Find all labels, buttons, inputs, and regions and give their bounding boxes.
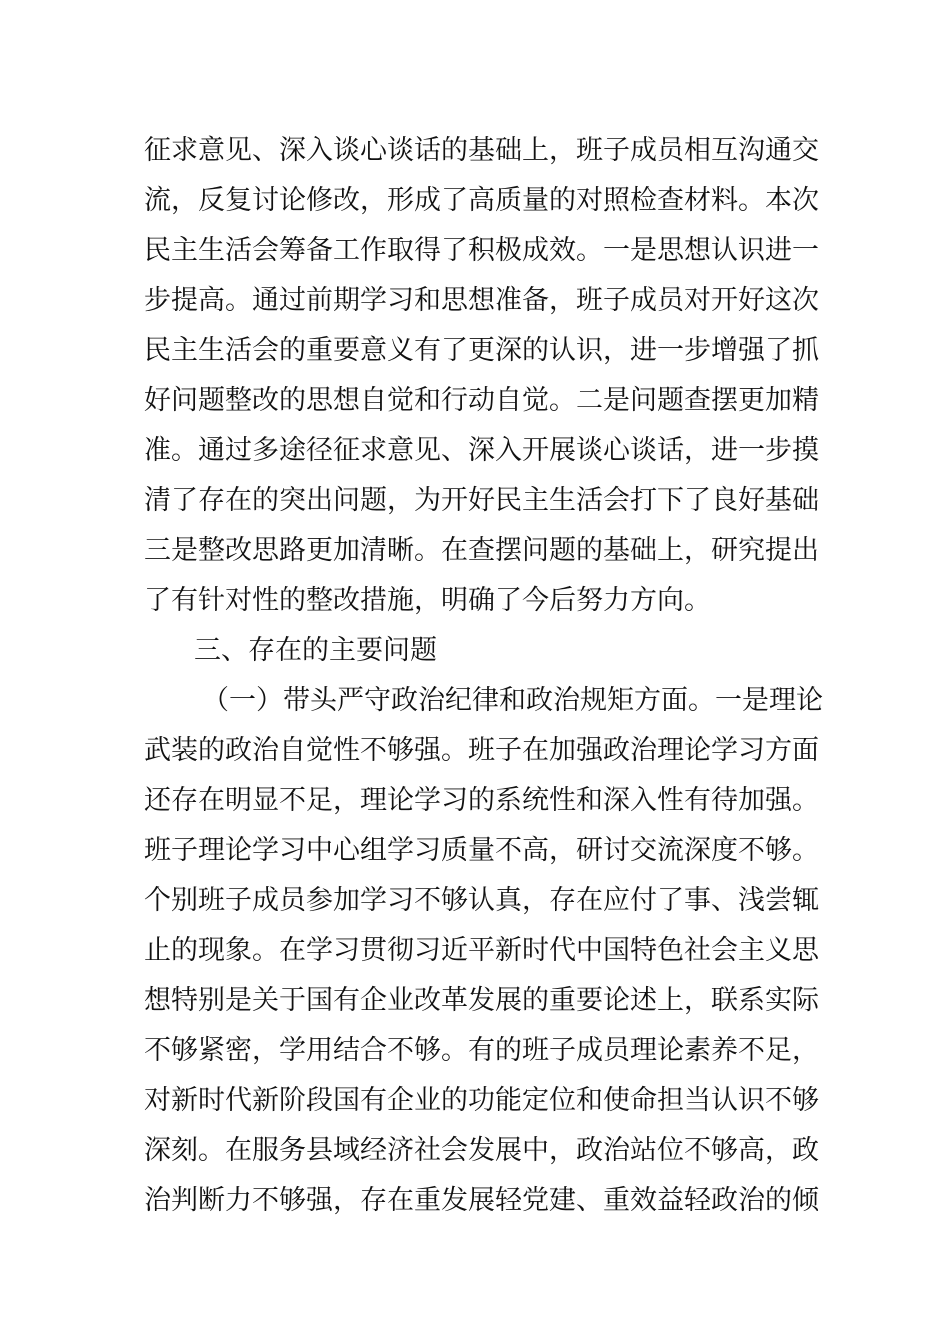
body-line: 还存在明显不足，理论学习的系统性和深入性有待加强。 xyxy=(144,785,819,816)
body-line: 准。通过多途径征求意见、深入开展谈心谈话，进一步摸 xyxy=(144,435,819,466)
body-line: 征求意见、深入谈心谈话的基础上，班子成员相互沟通交 xyxy=(144,135,819,166)
body-line: 武装的政治自觉性不够强。班子在加强政治理论学习方面 xyxy=(144,735,819,766)
subsection-lead-line: （一）带头严守政治纪律和政治规矩方面。一是理论 xyxy=(202,685,823,716)
body-line: 步提高。通过前期学习和思想准备，班子成员对开好这次 xyxy=(144,285,819,316)
body-line: 流，反复讨论修改，形成了高质量的对照检查材料。本次 xyxy=(144,185,819,216)
body-line: 治判断力不够强，存在重发展轻党建、重效益轻政治的倾 xyxy=(144,1185,819,1216)
body-line: 民主生活会筹备工作取得了积极成效。一是思想认识进一 xyxy=(144,235,819,266)
body-line: 想特别是关于国有企业改革发展的重要论述上，联系实际 xyxy=(144,985,819,1016)
body-line: 止的现象。在学习贯彻习近平新时代中国特色社会主义思 xyxy=(144,935,819,966)
body-line: 民主生活会的重要意义有了更深的认识，进一步增强了抓 xyxy=(144,335,819,366)
body-line: 深刻。在服务县域经济社会发展中，政治站位不够高，政 xyxy=(144,1135,819,1166)
body-line: 清了存在的突出问题，为开好民主生活会打下了良好基础 xyxy=(144,485,819,516)
body-line: 好问题整改的思想自觉和行动自觉。二是问题查摆更加精 xyxy=(144,385,819,416)
body-line: 对新时代新阶段国有企业的功能定位和使命担当认识不够 xyxy=(144,1085,819,1116)
body-line: 个别班子成员参加学习不够认真，存在应付了事、浅尝辄 xyxy=(144,885,819,916)
body-line: 不够紧密，学用结合不够。有的班子成员理论素养不足， xyxy=(144,1035,819,1066)
section-heading: 三、存在的主要问题 xyxy=(194,635,437,666)
body-line: 了有针对性的整改措施，明确了今后努力方向。 xyxy=(144,585,711,616)
body-line: 班子理论学习中心组学习质量不高，研讨交流深度不够。 xyxy=(144,835,819,866)
document-body xyxy=(144,126,823,1226)
body-line: 三是整改思路更加清晰。在查摆问题的基础上，研究提出 xyxy=(144,535,819,566)
